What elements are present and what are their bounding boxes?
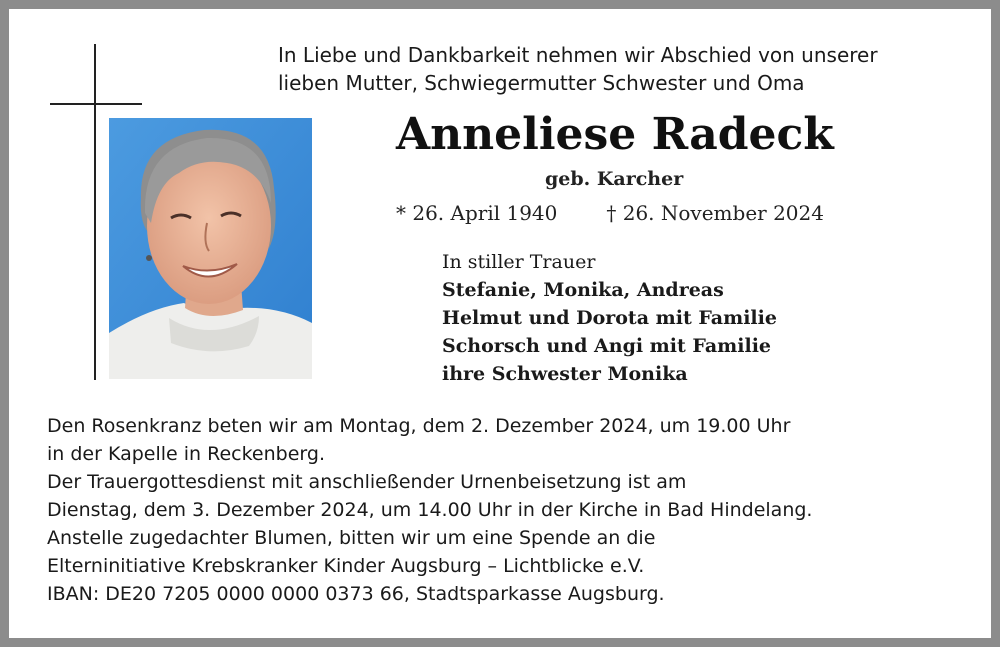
cross-icon-vertical xyxy=(94,44,96,380)
birth-name: geb. Karcher xyxy=(545,168,684,190)
mourner-line: Schorsch und Angi mit Familie xyxy=(442,335,772,357)
info-line: Den Rosenkranz beten wir am Montag, dem 2. Dezember 2024, um 19.00 Uhr xyxy=(47,415,791,437)
death-date: † 26. November 2024 xyxy=(606,201,824,225)
info-line: Elterninitiative Krebskranker Kinder Augsburg – Lichtblicke e.V. xyxy=(47,555,645,577)
cross-icon-horizontal xyxy=(50,103,142,105)
mourners-block xyxy=(442,248,777,388)
mourning-heading: In stiller Trauer xyxy=(442,251,596,273)
birth-date: * 26. April 1940 xyxy=(396,201,558,225)
info-line: Der Trauergottesdienst mit anschließender Urnenbeisetzung ist am xyxy=(47,471,687,493)
intro-line: In Liebe und Dankbarkeit nehmen wir Abschied von unserer xyxy=(278,43,878,67)
portrait-photo xyxy=(109,118,312,379)
intro-text xyxy=(278,41,978,97)
mourner-line: ihre Schwester Monika xyxy=(442,363,688,385)
iban-line: IBAN: DE20 7205 0000 0000 0373 66, Stadtsparkasse Augsburg. xyxy=(47,583,665,605)
info-line: Dienstag, dem 3. Dezember 2024, um 14.00 Uhr in der Kirche in Bad Hindelang. xyxy=(47,499,813,521)
deceased-name: Anneliese Radeck xyxy=(396,109,834,160)
service-information xyxy=(47,412,967,608)
intro-line: lieben Mutter, Schwiegermutter Schwester und Oma xyxy=(278,71,805,95)
info-line: in der Kapelle in Reckenberg. xyxy=(47,443,325,465)
life-dates xyxy=(396,199,824,227)
info-line: Anstelle zugedachter Blumen, bitten wir um eine Spende an die xyxy=(47,527,656,549)
mourner-line: Stefanie, Monika, Andreas xyxy=(442,279,724,301)
mourner-line: Helmut und Dorota mit Familie xyxy=(442,307,777,329)
